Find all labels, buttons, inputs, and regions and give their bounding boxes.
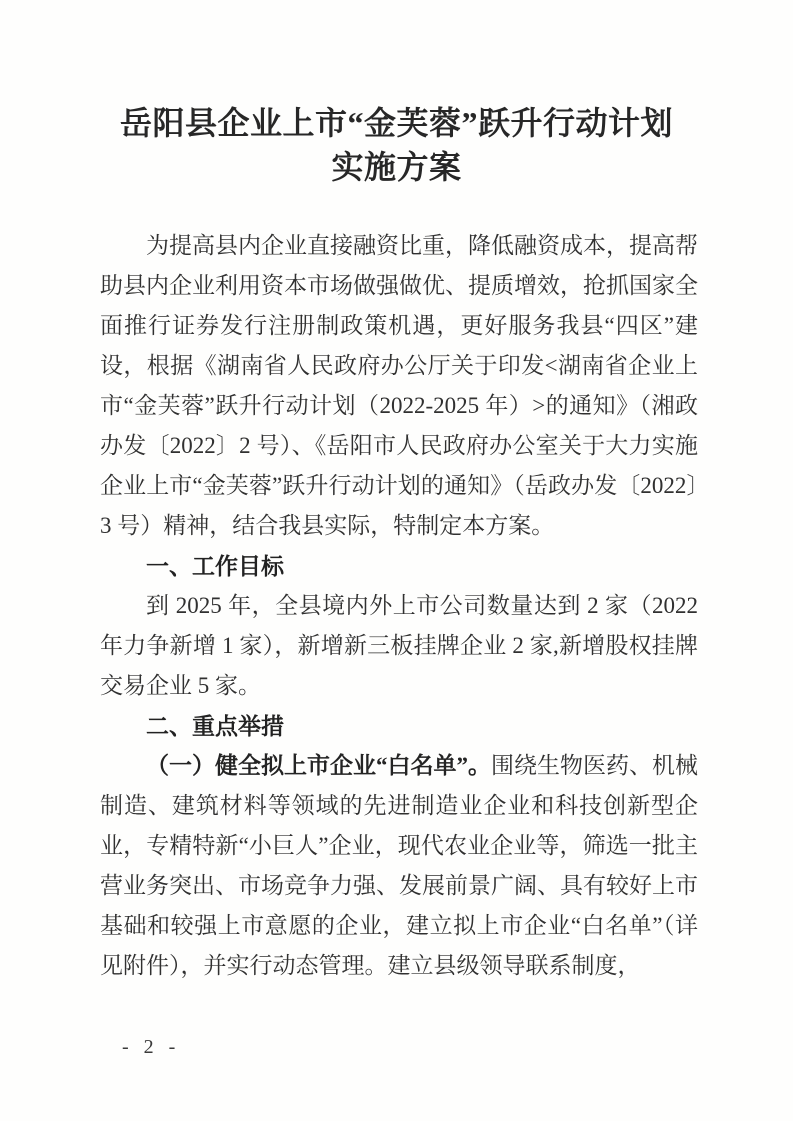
section-heading-key-measures: 二、重点举措	[146, 713, 284, 739]
measure1-body-text: 围绕生物医药、机械制造、建筑材料等领域的先进制造业企业和科技创新型企业，专精特新“小巨人”企业，现代农业企业等，筛选一批主营业务突出、市场竞争力强、发展前景广阔、具有较好上市基础和较强上市意愿的企业，建立拟上市企业“白名单”（详见附件），并实行动态管理。建立县级领导联系制度，	[100, 753, 698, 978]
work-goals-paragraph: 到 2025 年，全县境内外上市公司数量达到 2 家（2022 年力争新增 1 家），新增新三板挂牌企业 2 家,新增股权挂牌交易企业 5 家。	[100, 593, 698, 698]
document-title	[40, 101, 753, 189]
intro-paragraph: 为提高县内企业直接融资比重，降低融资成本，提高帮助县内企业利用资本市场做强做优、提质增效，抢抓国家全面推行证券发行注册制政策机遇，更好服务我县“四区”建设，根据《湖南省人民政府办公厅关于印发<湖南省企业上市“金芙蓉”跃升行动计划（2022-2025 年）>的通知》（湘政办发〔2022〕2 号）、《岳阳市人民政府办公室关于大力实施企业上市“金芙蓉”跃升行动计划的通知》（岳政办发〔2022〕3 号）精神，结合我县实际，特制定本方案。	[100, 233, 698, 538]
measure1-lead-text: （一）健全拟上市企业“白名单”。	[146, 753, 491, 778]
document-title-line2: 实施方案	[331, 149, 462, 185]
measure1-paragraph	[100, 746, 698, 986]
document-body	[100, 226, 698, 986]
section-heading-work-goals: 一、工作目标	[146, 553, 284, 579]
page-number: - 2 -	[122, 1036, 181, 1058]
document-title-line1: 岳阳县企业上市“金芙蓉”跃升行动计划	[119, 105, 673, 141]
